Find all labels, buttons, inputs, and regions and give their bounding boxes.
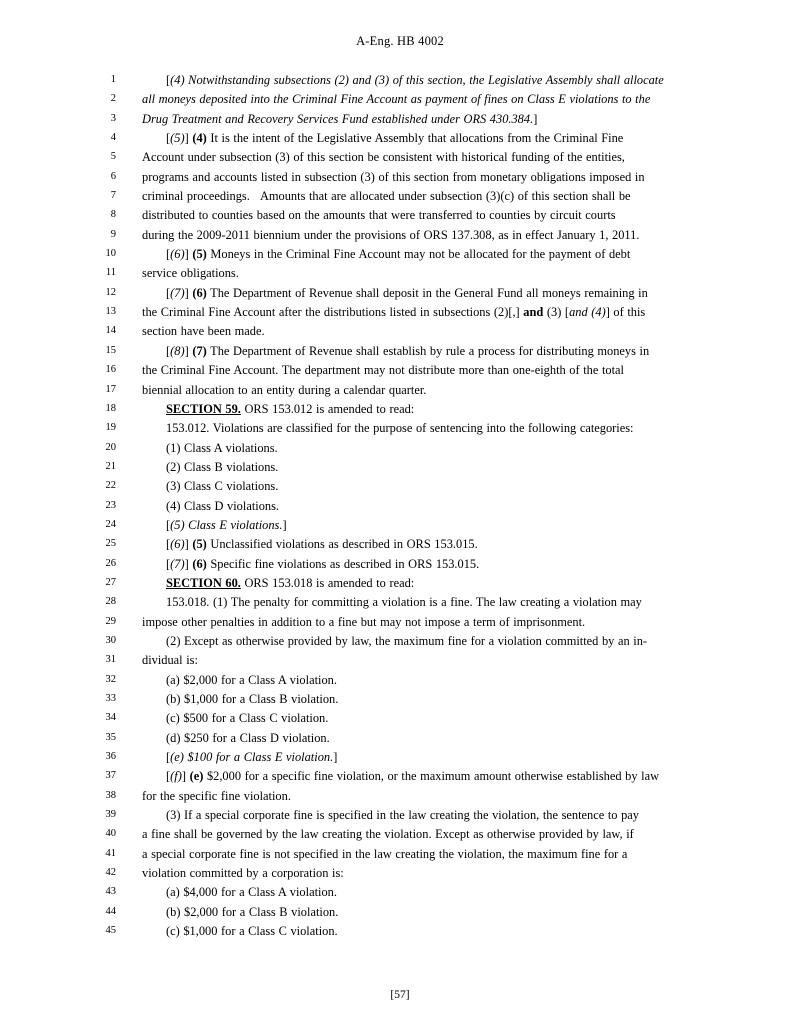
plain-text: (c) $500 for a Class C violation. (166, 711, 329, 726)
document-line (86, 903, 702, 922)
italic-text: (5) Class E violations. (170, 517, 283, 532)
line-text (116, 168, 702, 187)
line-number: 42 (105, 867, 116, 879)
document-line (86, 825, 702, 844)
document-line (86, 226, 702, 245)
line-text (116, 748, 702, 767)
document-line (86, 419, 702, 438)
line-text (116, 883, 702, 902)
line-text (116, 439, 702, 458)
plain-text: the Criminal Fine Account. The department may not distribute more than one-eighth of the total (142, 363, 624, 378)
plain-text: ORS 153.012 is amended to read: (240, 401, 415, 416)
line-number: 39 (105, 809, 116, 821)
plain-text: for the specific fine violation. (142, 788, 291, 803)
line-text (116, 458, 702, 477)
plain-text: a special corporate fine is not specified in the law creating the violation, the maximum fine for a (142, 846, 628, 861)
plain-text: (1) Class A violations. (166, 440, 278, 455)
document-line (86, 555, 702, 574)
italic-text: (4) Notwithstanding subsections (2) and (3) of this section, the Legislative Assembly shall allocate (170, 73, 664, 87)
line-number: 5 (110, 151, 116, 163)
line-number: 37 (105, 770, 116, 782)
document-line (86, 303, 702, 322)
plain-text: distributed to counties based on the amounts that were transferred to counties by circuit courts (142, 208, 616, 223)
document-line (86, 400, 702, 419)
line-number: 24 (105, 518, 116, 530)
italic-text: (7) (170, 285, 185, 300)
line-number: 18 (105, 402, 116, 414)
plain-text: [ (166, 537, 171, 552)
line-text (116, 477, 702, 496)
line-text (116, 381, 702, 400)
plain-text: biennial allocation to an entity during a calendar quarter. (142, 382, 427, 397)
page-number-footer: [57] (390, 989, 410, 1001)
line-number: 3 (110, 112, 116, 124)
page-header-title: A-Eng. HB 4002 (356, 34, 444, 48)
line-text (116, 110, 702, 129)
line-number: 38 (105, 789, 116, 801)
line-number: 7 (110, 190, 116, 202)
document-line (86, 342, 702, 361)
line-number: 31 (105, 654, 116, 666)
plain-text: [ (166, 750, 171, 765)
line-number: 22 (105, 480, 116, 492)
line-number: 45 (105, 925, 116, 937)
bold-text: (e) (189, 769, 204, 784)
plain-text: (2) Class B violations. (166, 459, 279, 474)
line-number: 14 (105, 325, 116, 337)
plain-text: [ (166, 517, 171, 532)
line-text (116, 690, 702, 709)
document-line (86, 439, 702, 458)
document-line (86, 593, 702, 612)
line-number: 35 (105, 731, 116, 743)
plain-text: (c) $1,000 for a Class C violation. (166, 924, 338, 939)
line-text (116, 574, 702, 593)
line-text (116, 400, 702, 419)
line-text (116, 361, 702, 380)
line-text (116, 322, 702, 341)
plain-text: 153.012. Violations are classified for the purpose of sentencing into the following categories: (166, 421, 634, 436)
line-text (116, 284, 702, 303)
plain-text: ] (184, 556, 193, 571)
line-text (116, 632, 702, 651)
line-number: 17 (105, 383, 116, 395)
italic-text: (6) (170, 537, 185, 552)
line-text (116, 535, 702, 554)
document-line (86, 787, 702, 806)
plain-text: ] (533, 111, 538, 126)
bold-text: (5) (192, 537, 207, 552)
document-line (86, 883, 702, 902)
plain-text: The Department of Revenue shall deposit in the General Fund all moneys remaining in (206, 285, 648, 300)
document-line (86, 709, 702, 728)
document-line (86, 148, 702, 167)
document-line (86, 671, 702, 690)
document-line (86, 864, 702, 883)
line-text (116, 845, 702, 864)
plain-text: programs and accounts listed in subsection (3) of this section from monetary obligations imposed in (142, 169, 645, 184)
line-text (116, 825, 702, 844)
document-line (86, 245, 702, 264)
plain-text: [ (166, 343, 171, 358)
line-text (116, 555, 702, 574)
plain-text: ] (181, 769, 190, 784)
document-line (86, 206, 702, 225)
document-line (86, 651, 702, 670)
line-number: 29 (105, 615, 116, 627)
plain-text: dividual is: (142, 653, 198, 668)
document-line (86, 264, 702, 283)
plain-text: ] (184, 343, 193, 358)
line-number: 16 (105, 364, 116, 376)
plain-text: service obligations. (142, 266, 239, 281)
line-number: 34 (105, 712, 116, 724)
line-text (116, 651, 702, 670)
document-line (86, 187, 702, 206)
line-text (116, 71, 702, 90)
plain-text: (4) Class D violations. (166, 498, 280, 513)
plain-text: (3) [ (543, 305, 570, 320)
plain-text: (a) $4,000 for a Class A violation. (166, 885, 337, 900)
line-number: 43 (105, 886, 116, 898)
italic-text: and (4) (569, 305, 606, 320)
line-text (116, 129, 702, 148)
line-number: 8 (110, 209, 116, 221)
italic-text: (5) (170, 131, 185, 146)
line-number: 36 (105, 751, 116, 763)
italic-text: (f) (170, 769, 182, 784)
line-number: 11 (105, 267, 116, 279)
plain-text: [ (166, 247, 171, 262)
italic-text: (7) (170, 556, 185, 571)
plain-text: ORS 153.018 is amended to read: (240, 575, 415, 590)
line-text (116, 303, 702, 322)
plain-text: Unclassified violations as described in ORS 153.015. (206, 537, 478, 552)
plain-text: The Department of Revenue shall establish by rule a process for distributing moneys in (206, 343, 650, 358)
document-line (86, 574, 702, 593)
line-number: 40 (105, 828, 116, 840)
plain-text: 153.018. (1) The penalty for committing a violation is a fine. The law creating a violation may (166, 595, 642, 610)
document-line (86, 497, 702, 516)
plain-text: (3) Class C violations. (166, 479, 279, 494)
plain-text: [ (166, 73, 171, 87)
line-text (116, 922, 702, 941)
plain-text: (2) Except as otherwise provided by law, the maximum fine for a violation committed by an in- (166, 633, 648, 648)
document-line (86, 71, 702, 90)
line-text (116, 671, 702, 690)
plain-text: [ (166, 556, 171, 571)
plain-text: the Criminal Fine Account after the distributions listed in subsections (2)[,] (142, 305, 524, 320)
document-line (86, 322, 702, 341)
italic-text: (8) (170, 343, 185, 358)
line-text (116, 709, 702, 728)
plain-text: section have been made. (142, 324, 265, 339)
document-line (86, 516, 702, 535)
line-text (116, 187, 702, 206)
plain-text: ] (282, 517, 287, 532)
plain-text: (a) $2,000 for a Class A violation. (166, 672, 337, 687)
line-text (116, 419, 702, 438)
document-line (86, 284, 702, 303)
line-number: 44 (105, 905, 116, 917)
line-number: 26 (105, 557, 116, 569)
italic-text: Drug Treatment and Recovery Services Fund established under ORS 430.384. (142, 111, 534, 126)
plain-text: ] (184, 131, 193, 146)
line-number: 13 (105, 306, 116, 318)
plain-text: during the 2009-2011 biennium under the provisions of ORS 137.308, as in effect January 1, 2011. (142, 227, 640, 242)
section-heading: SECTION 59. (166, 401, 241, 416)
plain-text: (b) $1,000 for a Class B violation. (166, 692, 339, 706)
bold-text: and (523, 305, 544, 320)
line-text (116, 903, 702, 922)
bold-text: (5) (192, 247, 207, 262)
line-number: 19 (105, 422, 116, 434)
line-text (116, 226, 702, 245)
plain-text: a fine shall be governed by the law creating the violation. Except as otherwise provided by law, if (142, 827, 634, 842)
line-number: 21 (105, 460, 116, 472)
bold-text: (7) (192, 343, 207, 358)
line-text (116, 787, 702, 806)
document-line (86, 845, 702, 864)
document-line (86, 613, 702, 632)
plain-text: [ (166, 769, 171, 784)
plain-text: [ (166, 285, 171, 300)
line-text (116, 245, 702, 264)
bold-text: (6) (192, 285, 207, 300)
section-heading: SECTION 60. (166, 575, 241, 590)
line-number: 10 (105, 248, 116, 260)
line-number: 41 (105, 847, 116, 859)
plain-text: (d) $250 for a Class D violation. (166, 730, 330, 745)
line-number: 6 (110, 170, 116, 182)
bold-text: (4) (192, 131, 207, 146)
line-number: 32 (105, 673, 116, 685)
line-text (116, 497, 702, 516)
line-number: 1 (110, 74, 116, 85)
document-line (86, 110, 702, 129)
line-text (116, 806, 702, 825)
document-line (86, 361, 702, 380)
line-text (116, 767, 702, 786)
plain-text: ] (184, 285, 193, 300)
plain-text: (b) $2,000 for a Class B violation. (166, 904, 339, 919)
plain-text: [ (166, 131, 171, 146)
document-line (86, 477, 702, 496)
line-text (116, 729, 702, 748)
line-text (116, 613, 702, 632)
document-line (86, 168, 702, 187)
line-text (116, 148, 702, 167)
line-number: 30 (105, 634, 116, 646)
line-number: 4 (110, 132, 116, 144)
line-number: 28 (105, 596, 116, 608)
plain-text: impose other penalties in addition to a fine but may not impose a term of imprisonment. (142, 614, 586, 629)
plain-text: ] of this (605, 305, 646, 320)
plain-text: It is the intent of the Legislative Assembly that allocations from the Criminal Fine (206, 131, 624, 146)
italic-text: (6) (170, 247, 185, 262)
line-number: 27 (105, 576, 116, 588)
plain-text: $2,000 for a specific fine violation, or the maximum amount otherwise established by law (203, 769, 660, 784)
plain-text: Account under subsection (3) of this section be consistent with historical funding of the entities, (142, 150, 625, 165)
document-body (0, 71, 800, 941)
line-text (116, 516, 702, 535)
line-number: 15 (105, 344, 116, 356)
line-text (116, 342, 702, 361)
document-line (86, 458, 702, 477)
plain-text: Moneys in the Criminal Fine Account may not be allocated for the payment of debt (206, 247, 631, 262)
line-number: 9 (110, 228, 116, 240)
bold-text: (6) (192, 556, 207, 571)
document-line (86, 767, 702, 786)
document-line (86, 729, 702, 748)
line-text (116, 90, 702, 109)
document-line (86, 129, 702, 148)
line-number: 23 (105, 499, 116, 511)
document-line (86, 806, 702, 825)
plain-text: ] (184, 537, 193, 552)
plain-text: criminal proceedings. Amounts that are allocated under subsection (3)(c) of this section shall be (142, 189, 631, 204)
document-line (86, 748, 702, 767)
document-line (86, 90, 702, 109)
plain-text: violation committed by a corporation is: (142, 866, 344, 881)
document-line (86, 535, 702, 554)
document-line (86, 632, 702, 651)
line-number: 25 (105, 538, 116, 550)
italic-text: all moneys deposited into the Criminal Fine Account as payment of fines on Class E violations to the (142, 92, 651, 107)
plain-text: ] (333, 750, 338, 765)
plain-text: (3) If a special corporate fine is specified in the law creating the violation, the sentence to pay (166, 808, 639, 823)
line-number: 2 (110, 93, 116, 105)
line-text (116, 206, 702, 225)
document-line (86, 922, 702, 941)
line-text (116, 864, 702, 883)
plain-text: ] (184, 247, 193, 262)
plain-text: Specific fine violations as described in ORS 153.015. (206, 556, 480, 571)
line-text (116, 593, 702, 612)
line-number: 20 (105, 441, 116, 453)
document-line (86, 690, 702, 709)
line-text (116, 264, 702, 283)
line-number: 33 (105, 693, 116, 704)
line-number: 12 (105, 286, 116, 298)
document-line (86, 381, 702, 400)
italic-text: (e) $100 for a Class E violation. (170, 750, 334, 765)
